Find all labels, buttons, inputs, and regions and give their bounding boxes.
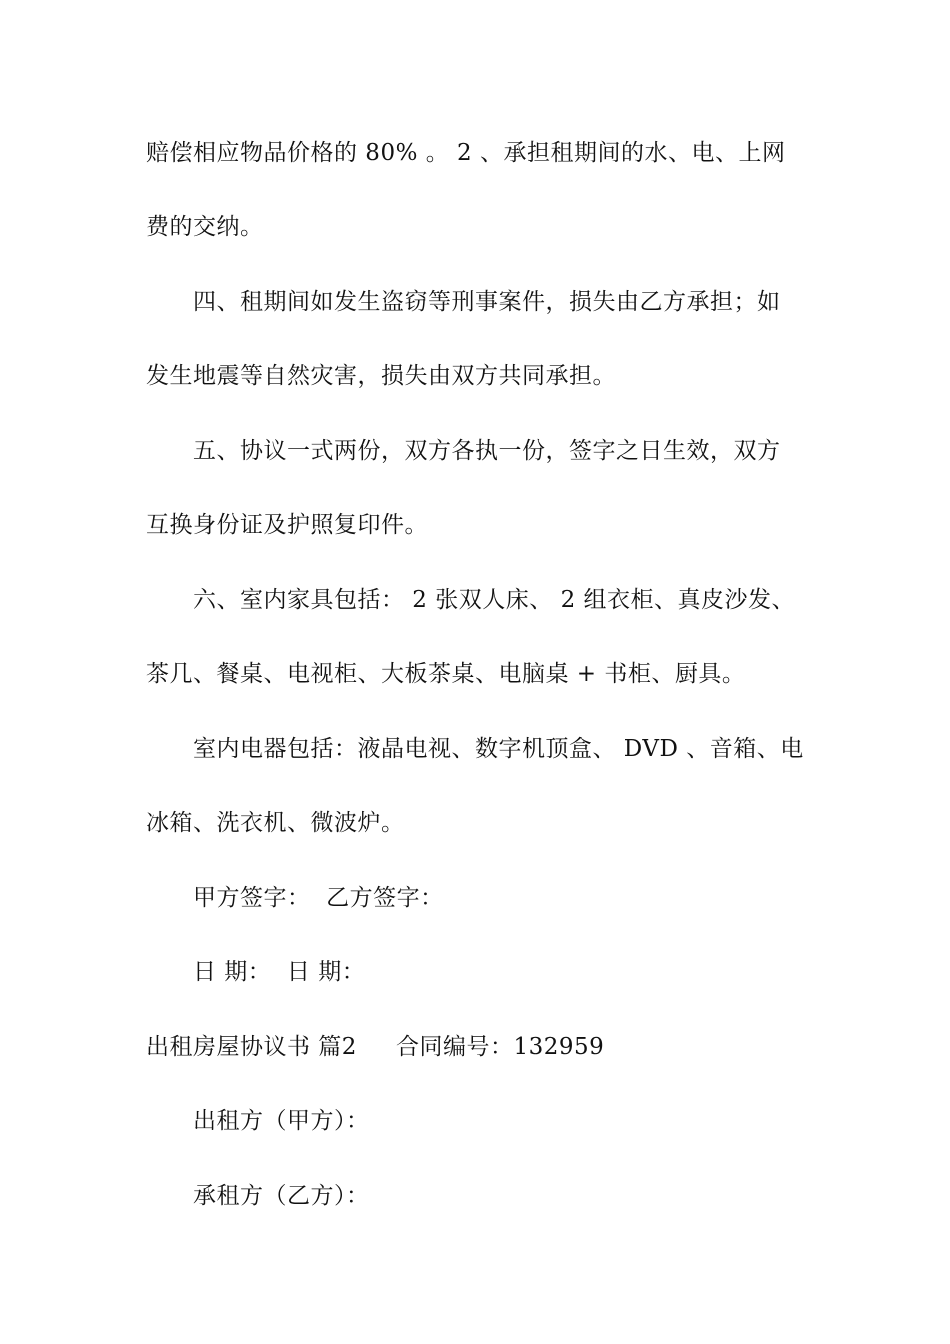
paragraph-line: 六、室内家具包括： 2 张双人床、 2 组衣柜、真皮沙发、: [193, 587, 796, 613]
section-heading: 出租房屋协议书 篇2 合同编号：132959: [146, 1034, 605, 1060]
paragraph-line: 五、协议一式两份，双方各执一份，签字之日生效，双方: [193, 438, 781, 464]
paragraph-line: 四、租期间如发生盗窃等刑事案件，损失由乙方承担；如: [193, 289, 781, 315]
date-line: 日 期： 日 期：: [193, 959, 366, 985]
paragraph-line: 费的交纳。: [146, 214, 264, 240]
paragraph-line: 室内电器包括：液晶电视、数字机顶盒、 DVD 、音箱、电: [193, 736, 804, 762]
paragraph-line: 冰箱、洗衣机、微波炉。: [146, 810, 405, 836]
lessor-line: 出租方（甲方）：: [193, 1108, 370, 1134]
paragraph-line: 茶几、餐桌、电视柜、大板茶桌、电脑桌 + 书柜、厨具。: [146, 661, 746, 687]
lessee-line: 承租方（乙方）：: [193, 1183, 370, 1209]
paragraph-line: 发生地震等自然灾害，损失由双方共同承担。: [146, 363, 616, 389]
paragraph-line: 互换身份证及护照复印件。: [146, 512, 428, 538]
paragraph-line: 赔偿相应物品价格的 80% 。 2 、承担租期间的水、电、上网: [146, 140, 786, 166]
signature-line: 甲方签字： 乙方签字：: [193, 885, 444, 911]
